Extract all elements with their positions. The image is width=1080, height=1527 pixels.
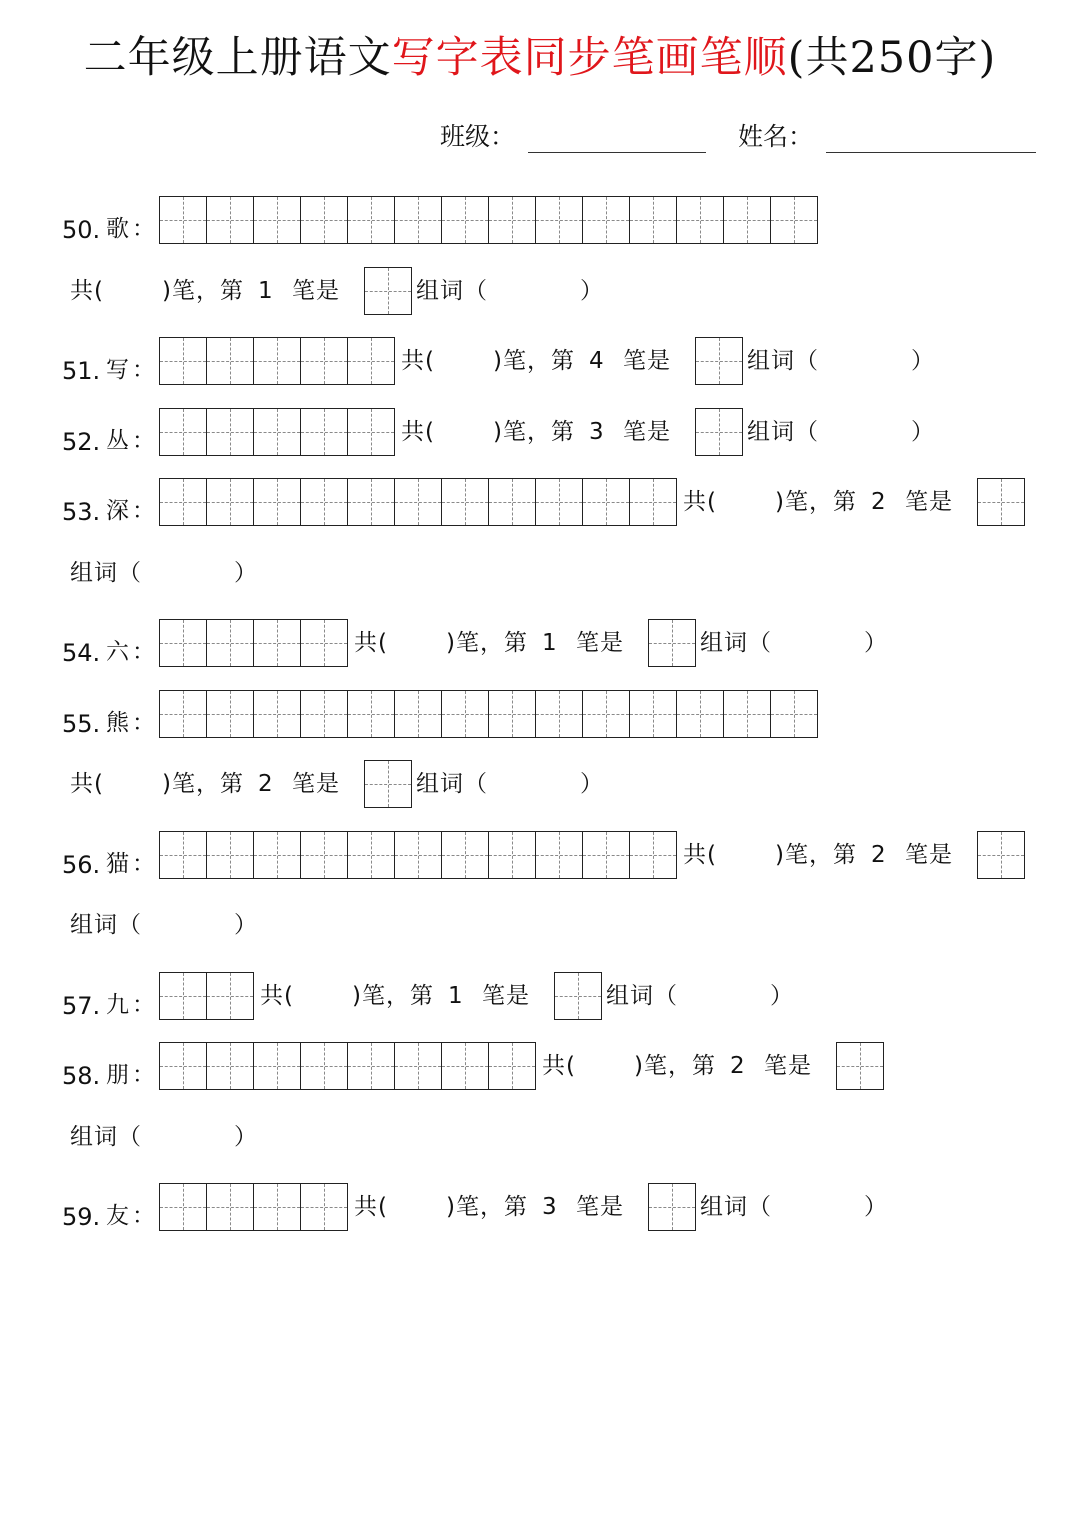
item-number: 57. [62,991,101,1020]
item-character: 六 [106,639,130,665]
item-colon: ： [132,498,156,524]
practice-grid [159,408,394,456]
tianzige-cell[interactable] [206,408,254,456]
word-label: 组词（ [416,277,488,304]
practice-grid [159,337,394,385]
item-character: 朋 [106,1062,130,1088]
tianzige-cell[interactable] [347,1042,395,1090]
word-close: ） [234,1123,258,1150]
practice-grid [159,1042,535,1090]
item-character: 友 [106,1203,130,1229]
stroke-is-label: 笔是 [764,1053,812,1079]
stroke-order-label: )笔，第 [775,489,857,515]
tianzige-cell[interactable] [364,760,412,808]
stroke-number: 2 [730,1053,746,1079]
word-blank[interactable] [496,771,581,797]
tianzige-cell[interactable] [253,478,301,526]
tianzige-cell[interactable] [695,337,743,385]
tianzige-cell[interactable] [300,408,348,456]
tianzige-cell[interactable] [629,831,677,879]
stroke-is-label: 笔是 [905,489,953,515]
tianzige-cell[interactable] [629,478,677,526]
tianzige-cell[interactable] [347,478,395,526]
stroke-is-label: 笔是 [482,982,530,1009]
item-number: 53. [62,498,101,526]
word-close: ） [911,418,935,445]
tianzige-cell[interactable] [300,337,348,385]
tianzige-cell[interactable] [394,1042,442,1090]
name-label: 姓名： [738,122,814,151]
tianzige-cell[interactable] [488,1042,536,1090]
stroke-answer-box [554,972,601,1020]
word-close: ） [864,1194,888,1220]
tianzige-cell[interactable] [253,690,301,738]
item-colon: ： [132,639,156,665]
word-label: 组词（ [70,559,142,586]
tianzige-cell[interactable] [723,690,771,738]
stroke-answer-box [364,267,411,315]
stroke-count-blank[interactable] [112,771,162,797]
stroke-number: 4 [589,348,605,374]
stroke-order-label: )笔，第 [446,630,528,656]
word-close: ） [234,559,258,586]
item-colon: ： [132,427,156,454]
item-number: 56. [62,850,101,879]
item-colon: ： [132,357,156,383]
tianzige-cell[interactable] [535,196,583,244]
word-close: ） [911,348,935,374]
tianzige-cell[interactable] [977,478,1025,526]
stroke-number: 1 [258,277,274,304]
stroke-answer-box [977,831,1024,879]
item-colon: ： [132,216,156,242]
practice-grid [159,1183,347,1231]
tianzige-cell[interactable] [159,1183,207,1231]
item-character: 丛 [106,427,130,454]
practice-grid [159,831,676,879]
item-character: 熊 [106,709,130,736]
tianzige-cell[interactable] [300,196,348,244]
item-colon: ： [132,850,156,877]
item-number: 50. [62,216,101,244]
stroke-count-blank[interactable] [443,419,493,445]
item-number: 59. [62,1203,101,1231]
tianzige-cell[interactable] [441,196,489,244]
tianzige-cell[interactable] [300,478,348,526]
stroke-number: 3 [589,418,605,445]
tianzige-cell[interactable] [159,337,207,385]
total-label: 共( [354,630,388,656]
stroke-number: 2 [871,489,887,515]
stroke-answer-box [836,1042,883,1090]
tianzige-cell[interactable] [300,690,348,738]
student-info [0,118,1080,158]
total-label: 共( [70,771,104,797]
total-label: 共( [683,841,717,868]
item-colon: ： [132,709,156,736]
item-colon: ： [132,1062,156,1088]
word-label: 组词（ [747,348,819,374]
tianzige-cell[interactable] [347,831,395,879]
tianzige-cell[interactable] [206,337,254,385]
word-label: 组词（ [606,982,678,1009]
stroke-count-blank[interactable] [396,1194,446,1220]
stroke-is-label: 笔是 [905,841,953,868]
title-part1: 二年级上册语文 [83,33,392,83]
tianzige-cell[interactable] [648,1183,696,1231]
tianzige-cell[interactable] [488,690,536,738]
tianzige-cell[interactable] [770,196,818,244]
item-character: 九 [106,991,130,1018]
title-part3: (共250字) [787,33,997,83]
stroke-number: 2 [258,771,274,797]
tianzige-cell[interactable] [394,196,442,244]
item-number: 52. [62,427,101,456]
tianzige-cell[interactable] [206,1042,254,1090]
word-label: 组词（ [700,1194,772,1220]
tianzige-cell[interactable] [159,478,207,526]
tianzige-cell[interactable] [206,619,254,667]
stroke-is-label: 笔是 [576,1194,624,1220]
tianzige-cell[interactable] [253,408,301,456]
tianzige-cell[interactable] [159,619,207,667]
word-close: ） [770,982,794,1009]
tianzige-cell[interactable] [300,1183,348,1231]
tianzige-cell[interactable] [582,690,630,738]
stroke-order-label: )笔，第 [775,841,857,868]
stroke-order-label: )笔，第 [493,418,575,445]
tianzige-cell[interactable] [394,478,442,526]
tianzige-cell[interactable] [253,831,301,879]
stroke-is-label: 笔是 [292,771,340,797]
stroke-order-label: )笔，第 [352,982,434,1009]
tianzige-cell[interactable] [300,1042,348,1090]
tianzige-cell[interactable] [676,690,724,738]
tianzige-cell[interactable] [535,831,583,879]
word-close: ） [234,912,258,938]
tianzige-cell[interactable] [582,831,630,879]
item-character: 深 [106,498,130,524]
item-colon: ： [132,1203,156,1229]
item-colon: ： [132,991,156,1018]
tianzige-cell[interactable] [159,690,207,738]
item-character: 写 [106,357,130,383]
word-blank[interactable] [150,560,235,586]
item-number: 54. [62,639,101,667]
total-label: 共( [354,1194,388,1220]
class-label: 班级： [440,122,516,151]
practice-grid [159,196,817,244]
tianzige-cell[interactable] [347,337,395,385]
tianzige-cell[interactable] [535,690,583,738]
stroke-count-blank[interactable] [443,348,493,374]
stroke-order-label: )笔，第 [493,348,575,374]
stroke-count-blank[interactable] [584,1053,634,1079]
total-label: 共( [70,277,104,304]
tianzige-cell[interactable] [535,478,583,526]
stroke-is-label: 笔是 [292,277,340,304]
tianzige-cell[interactable] [629,690,677,738]
total-label: 共( [401,348,435,374]
word-label: 组词（ [70,912,142,938]
tianzige-cell[interactable] [159,831,207,879]
stroke-number: 1 [542,630,558,656]
word-label: 组词（ [747,418,819,445]
tianzige-cell[interactable] [206,1183,254,1231]
practice-grid [159,972,253,1020]
word-blank[interactable] [827,419,912,445]
stroke-number: 1 [448,982,464,1009]
tianzige-cell[interactable] [441,831,489,879]
word-blank[interactable] [686,983,771,1009]
tianzige-cell[interactable] [159,196,207,244]
total-label: 共( [401,418,435,445]
total-label: 共( [260,982,294,1009]
word-blank[interactable] [150,1124,235,1150]
stroke-answer-box [648,619,695,667]
tianzige-cell[interactable] [441,1042,489,1090]
tianzige-cell[interactable] [488,196,536,244]
stroke-is-label: 笔是 [576,630,624,656]
tianzige-cell[interactable] [770,690,818,738]
tianzige-cell[interactable] [394,831,442,879]
tianzige-cell[interactable] [648,619,696,667]
stroke-answer-box [695,337,742,385]
stroke-number: 3 [542,1194,558,1220]
tianzige-cell[interactable] [300,831,348,879]
stroke-count-blank[interactable] [302,983,352,1009]
stroke-count-blank[interactable] [112,278,162,304]
tianzige-cell[interactable] [676,196,724,244]
word-close: ） [580,277,604,304]
tianzige-cell[interactable] [253,1183,301,1231]
tianzige-cell[interactable] [159,1042,207,1090]
stroke-is-label: 笔是 [623,418,671,445]
tianzige-cell[interactable] [723,196,771,244]
total-label: 共( [683,489,717,515]
stroke-order-label: )笔，第 [162,277,244,304]
page-title [0,28,1080,88]
tianzige-cell[interactable] [836,1042,884,1090]
tianzige-cell[interactable] [206,690,254,738]
stroke-number: 2 [871,841,887,868]
item-number: 55. [62,709,101,738]
tianzige-cell[interactable] [488,478,536,526]
stroke-answer-box [364,760,411,808]
tianzige-cell[interactable] [253,337,301,385]
stroke-order-label: )笔，第 [634,1053,716,1079]
tianzige-cell[interactable] [253,1042,301,1090]
tianzige-cell[interactable] [554,972,602,1020]
tianzige-cell[interactable] [159,408,207,456]
stroke-is-label: 笔是 [623,348,671,374]
tianzige-cell[interactable] [977,831,1025,879]
tianzige-cell[interactable] [582,478,630,526]
item-character: 猫 [106,850,130,877]
stroke-count-blank[interactable] [725,842,775,868]
tianzige-cell[interactable] [629,196,677,244]
stroke-order-label: )笔，第 [446,1194,528,1220]
tianzige-cell[interactable] [206,972,254,1020]
tianzige-cell[interactable] [347,408,395,456]
practice-grid [159,690,817,738]
word-label: 组词（ [416,771,488,797]
tianzige-cell[interactable] [206,196,254,244]
title-part2: 写字表同步笔画笔顺 [391,33,788,83]
tianzige-cell[interactable] [206,478,254,526]
stroke-count-blank[interactable] [396,630,446,656]
tianzige-cell[interactable] [300,619,348,667]
item-number: 58. [62,1062,101,1090]
stroke-answer-box [648,1183,695,1231]
word-label: 组词（ [700,630,772,656]
item-number: 51. [62,357,101,385]
word-blank[interactable] [150,912,235,938]
tianzige-cell[interactable] [206,831,254,879]
practice-grid [159,478,676,526]
word-label: 组词（ [70,1123,142,1150]
tianzige-cell[interactable] [159,972,207,1020]
stroke-order-label: )笔，第 [162,771,244,797]
tianzige-cell[interactable] [253,196,301,244]
name-field[interactable] [826,152,1036,153]
word-close: ） [580,771,604,797]
tianzige-cell[interactable] [253,619,301,667]
word-close: ） [864,630,888,656]
word-blank[interactable] [496,278,581,304]
tianzige-cell[interactable] [347,196,395,244]
practice-grid [159,619,347,667]
class-field[interactable] [528,152,706,153]
item-character: 歌 [106,216,130,242]
tianzige-cell[interactable] [364,267,412,315]
tianzige-cell[interactable] [441,690,489,738]
tianzige-cell[interactable] [441,478,489,526]
stroke-answer-box [695,408,742,456]
total-label: 共( [542,1053,576,1079]
stroke-count-blank[interactable] [725,489,775,515]
tianzige-cell[interactable] [582,196,630,244]
word-blank[interactable] [780,1194,865,1220]
tianzige-cell[interactable] [695,408,743,456]
word-blank[interactable] [780,630,865,656]
stroke-answer-box [977,478,1024,526]
tianzige-cell[interactable] [347,690,395,738]
tianzige-cell[interactable] [488,831,536,879]
word-blank[interactable] [827,348,912,374]
tianzige-cell[interactable] [394,690,442,738]
